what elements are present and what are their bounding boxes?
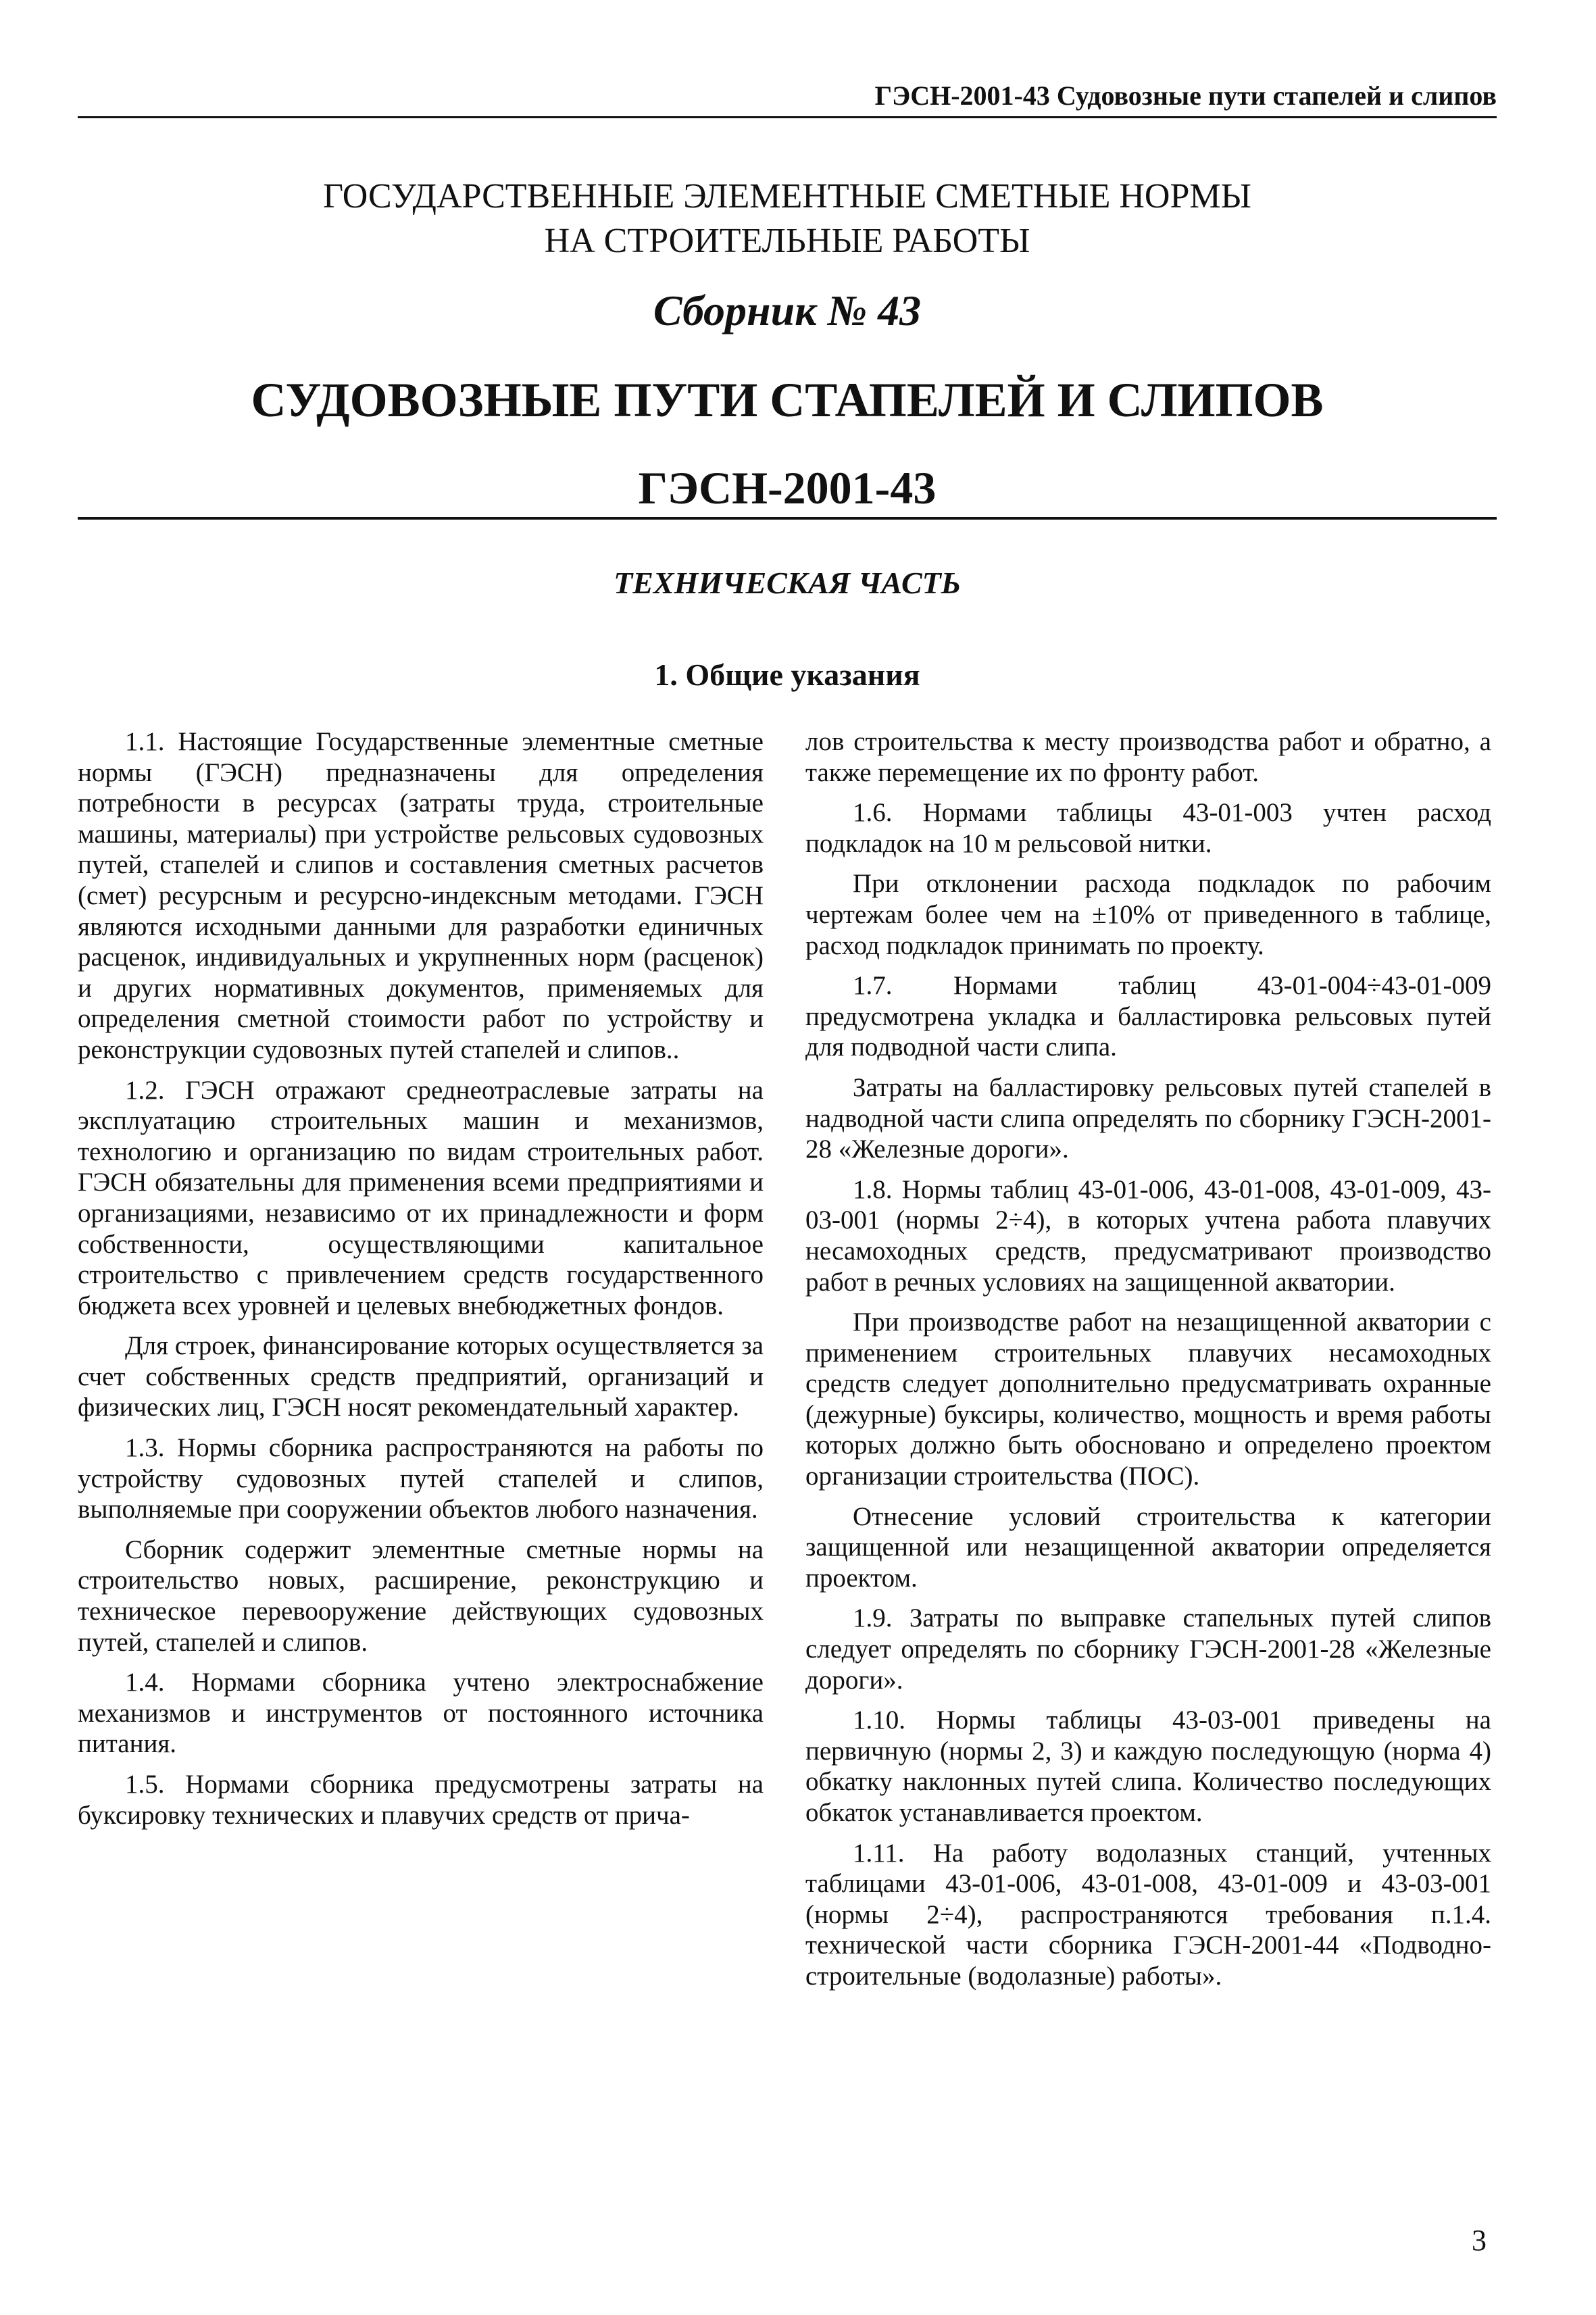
document-code: ГЭСН-2001-43: [638, 462, 937, 514]
document-title: [78, 174, 1497, 264]
paragraph: 1.10. Нормы таблицы 43-03-001 приведены на первичную (нормы 2, 3) и каждую последующую (норма 4) обкатку наклонных путей слипа. Количество последующих обкаток устанавливается проектом.: [805, 1706, 1491, 1827]
subsection-title: 1. Общие указания: [654, 657, 920, 692]
paragraph: 1.8. Нормы таблиц 43-01-006, 43-01-008, 43-01-009, 43-03-001 (нормы 2÷4), в которых учтена работа плавучих несамоходных средств, предусматривают производство работ в речных условиях на защищенной акватории.: [805, 1174, 1491, 1297]
paragraph: 1.3. Нормы сборника распространяются на работы по устройству судовозных путей стапелей и слипов, выполняемые при сооружении объектов любого назначения.: [78, 1433, 764, 1524]
paragraph: 1.6. Нормами таблицы 43-01-003 учтен расход подкладок на 10 м рельсовой нитки.: [805, 798, 1491, 858]
paragraph: 1.9. Затраты по выправке стапельных путей слипов следует определять по сборнику ГЭСН-2001-28 «Железные дороги».: [805, 1603, 1491, 1695]
paragraph: При производстве работ на незащищенной акватории с применением строительных плавучих несамоходных средств следует дополнительно предусматривать охранные (дежурные) буксиры, количество, мощность и время работы которых должно быть обосновано и определено проектом организации строительства (ПОС).: [805, 1308, 1491, 1491]
paragraph: Затраты на балластировку рельсовых путей стапелей в надводной части слипа определять по сборнику ГЭСН-2001-28 «Железные дороги».: [805, 1072, 1491, 1164]
collection-number: Сборник № 43: [653, 287, 922, 334]
page-number: 3: [1472, 2224, 1487, 2257]
paragraph: 1.2. ГЭСН отражают среднеотраслевые затраты на эксплуатацию строительных машин и механизмов, технологию и организацию по видам строительных работ. ГЭСН обязательны для применения всеми предприятиями и организациями, независимо от их принадлежности и форм собственности, осуществляющими капитальное строительство с привлечением средств государственного бюджета всех уровней и целевых внебюджетных фондов.: [78, 1075, 764, 1320]
left-column: [78, 726, 764, 1840]
running-header: ГЭСН-2001-43 Судовозные пути стапелей и слипов: [874, 80, 1497, 111]
document-title-line-2: НА СТРОИТЕЛЬНЫЕ РАБОТЫ: [544, 222, 1030, 260]
paragraph: 1.5. Нормами сборника предусмотрены затраты на буксировку технических и плавучих средств от прича-: [78, 1770, 764, 1830]
title-rule: [78, 517, 1497, 520]
main-title: СУДОВОЗНЫЕ ПУТИ СТАПЕЛЕЙ И СЛИПОВ: [251, 373, 1324, 427]
right-column: [805, 726, 1491, 2001]
paragraph: Для строек, финансирование которых осуществляется за счет собственных средств предприятий, организаций и физических лиц, ГЭСН носят рекомендательный характер.: [78, 1331, 764, 1422]
section-title: ТЕХНИЧЕСКАЯ ЧАСТЬ: [614, 566, 961, 600]
paragraph: 1.11. На работу водолазных станций, учтенных таблицами 43-01-006, 43-01-008, 43-01-009 и 43-03-001 (нормы 2÷4), распространяются требования п.1.4. технической части сборника ГЭСН-2001-44 «Подводно-строительные (водолазные) работы».: [805, 1838, 1491, 1991]
paragraph: 1.7. Нормами таблиц 43-01-004÷43-01-009 предусмотрена укладка и балластировка рельсовых путей для подводной части слипа.: [805, 971, 1491, 1062]
document-title-line-1: ГОСУДАРСТВЕННЫЕ ЭЛЕМЕНТНЫЕ СМЕТНЫЕ НОРМЫ: [323, 177, 1251, 216]
paragraph: Отнесение условий строительства к категории защищенной или незащищенной акватории определяется проектом.: [805, 1501, 1491, 1593]
paragraph: Сборник содержит элементные сметные нормы на строительство новых, расширение, реконструкцию и техническое перевооружение действующих судовозных путей, стапелей и слипов.: [78, 1535, 764, 1657]
paragraph: 1.1. Настоящие Государственные элементные сметные нормы (ГЭСН) предназначены для определения потребности в ресурсах (затраты труда, строительные машины, материалы) при устройстве рельсовых судовозных путей, стапелей и слипов и составления сметных расчетов (смет) ресурсным и ресурсно-индексным методами. ГЭСН являются исходными данными для разработки единичных расценок, индивидуальных и укрупненных норм (расценок) и других нормативных документов, применяемых для определения сметной стоимости работ по устройству и реконструкции судовозных путей стапелей и слипов..: [78, 727, 764, 1064]
paragraph-continuation: лов строительства к месту производства работ и обратно, а также перемещение их по фронту работ.: [805, 727, 1491, 787]
paragraph: 1.4. Нормами сборника учтено электроснабжение механизмов и инструментов от постоянного источника питания.: [78, 1668, 764, 1759]
header-rule: [78, 116, 1497, 118]
paragraph: При отклонении расхода подкладок по рабочим чертежам более чем на ±10% от приведенного в таблице, расход подкладок принимать по проекту.: [805, 869, 1491, 960]
